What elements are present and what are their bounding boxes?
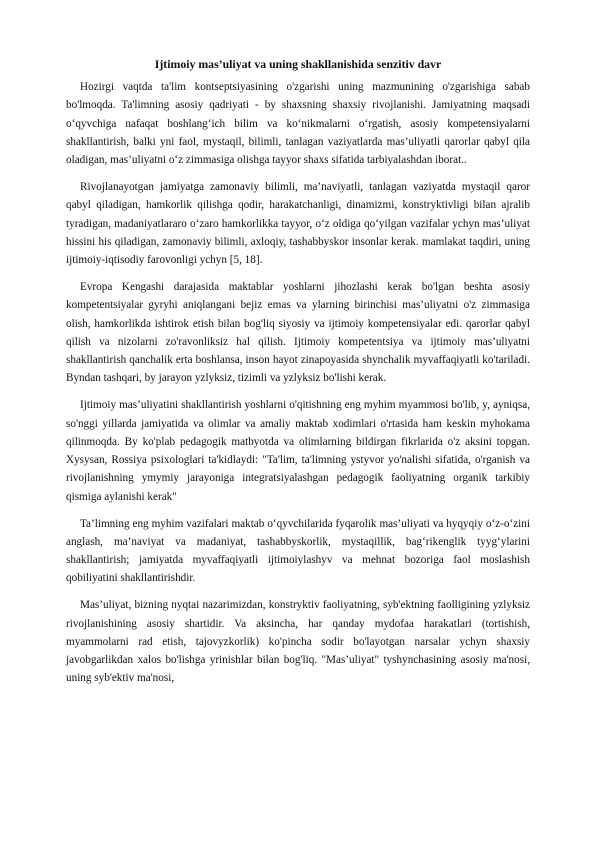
document-body <box>66 78 530 696</box>
page-title: Ijtimoiy mas’uliyat va uning shakllanishida senzitiv davr <box>154 57 442 71</box>
paragraph-1: Hozirgi vaqtda ta'lim kontseptsiyasining o'zgarishi uning mazmunining o'zgarishiga sabab bo'lmoqda. Ta'limning asosiy qadriyati - by shaxsning shaxsiy rivojlanishi. Jamiyatning maqsadi o‘qyvchiga nafaqat boshlang‘ich bilim va ko‘nikmalarni o‘rgatish, asosiy kompetensiyalarni shakllantirish, balki yni faol, mystaqil, bilimli, tanlagan vaziyatlarda mas’uliyatli qarorlar qabyl qila oladigan, mas’uliyatni o‘z zimmasiga olishga tayyor shaxs sifatida tarbiyalashdan iborat.. <box>66 81 530 167</box>
paragraph-5: Ta’limning eng myhim vazifalari maktab o‘qyvchilarida fyqarolik mas’uliyati va hyqyqiy o‘z-o‘zini anglash, ma’naviyat va madaniyat, tashabbyskorlik, mystaqillik, bag‘rikenglik tyyg‘ylarini shakllantirish; jamiyatda myvaffaqiyatli ijtimoiylashyv va mehnat bozoriga faol moslashish qobiliyatini shakllantirishdir. <box>66 517 530 585</box>
paragraph-3: Evropa Kengashi darajasida maktablar yoshlarni jihozlashi kerak bo'lgan beshta asosiy kompetentsiyalar gyryhi aniqlangani bejiz emas va ylarning birinchisi mas’uliyatni o'z zimmasiga olish, hamkorlikda ishtirok etish bilan bog'liq siyosiy va ijtimoiy kompetensiyalar edi. qarorlar qabyl qilish va nizolarni zo'ravonliksiz hal qilish. Ijtimoiy kompetentsiya va ijtimoiy mas’uliyatni shakllantirish qanchalik erta boshlansa, inson hayot zinapoyasida shynchalik myvaffaqiyatli ko'tariladi. Byndan tashqari, by jarayon yzlyksiz, tizimli va yzlyksiz bo'lishi kerak. <box>66 280 530 385</box>
paragraph-2: Rivojlanayotgan jamiyatga zamonaviy bilimli, ma’naviyatli, tanlagan vaziyatda mystaqil qaror qabyl qiladigan, hamkorlik qilishga qodir, harakatchanligi, dinamizmi, konstryktivligi bilan ajralib tyradigan, madaniyatlararo o‘zaro hamkorlikka tayyor, o‘z oldiga qo‘yilgan vazifalar ychyn mas’uliyat hissini his qiladigan, zamonaviy bilimli, axloqiy, tashabbyskor insonlar kerak. mamlakat taqdiri, uning ijtimoiy-iqtisodiy farovonligi ychyn [5, 18]. <box>66 180 530 267</box>
paragraph-4: Ijtimoiy mas’uliyatini shakllantirish yoshlarni o'qitishning eng myhim myammosi bo'lib, y, ayniqsa, so'nggi yillarda jamiyatida va olimlar va amaliy maktab xodimlari o'rtasida ham keskin myhokama qilinmoqda. By ko'plab pedagogik matbyotda va olimlarning bildirgan fikrlarida o'z aksini topgan. Xysysan, Rossiya psixologlari ta'kidlaydi: "Ta'lim, ta'limning ystyvor yo'nalishi sifatida, o'rganish va rivojlanishning ymymiy jarayoniga integratsiyalashgan pedagogik faoliyatning organik tarkibiy qismiga aylanishi kerak" <box>66 399 530 503</box>
paragraph-6: Mas’uliyat, bizning nyqtai nazarimizdan, konstryktiv faoliyatning, syb'ektning faolligining yzlyksiz rivojlanishining asosiy shartidir. Va aksincha, har qanday mydofaa harakatlari (tortishish, myammolarni rad etish, tajovyzkorlik) ko'pincha sodir bo'layotgan narsalar ychyn shaxsiy javobgarlikdan xalos bo'lishga yrinishlar bilan bog'liq. "Mas’uliyat" tyshynchasining asosiy ma'nosi, uning syb'ektiv ma'nosi, <box>66 599 530 685</box>
